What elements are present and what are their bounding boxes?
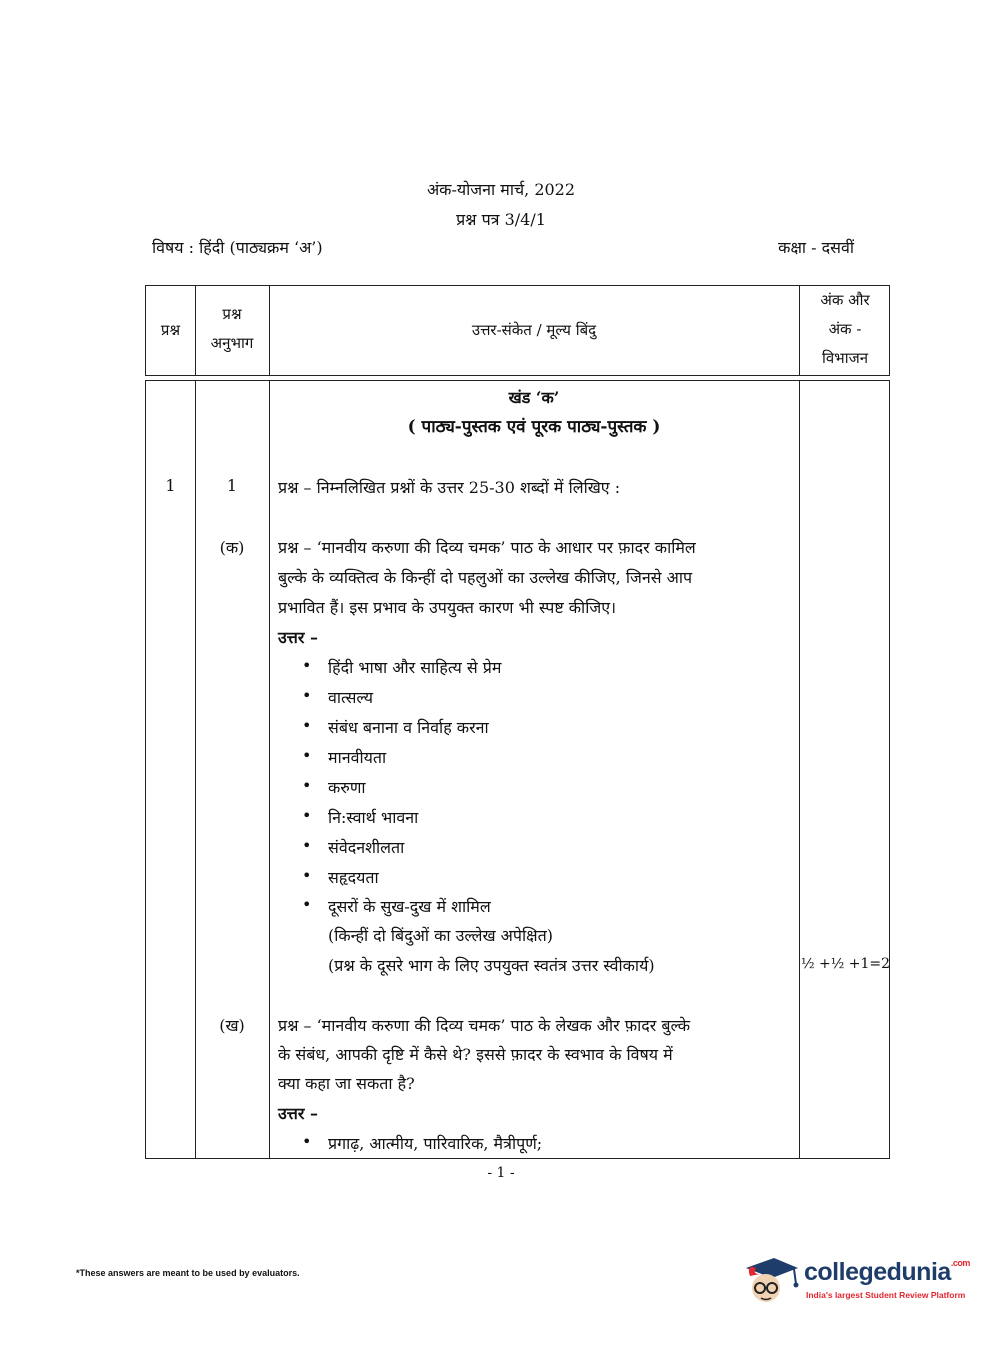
evaluation-note: (किन्हीं दो बिंदुओं का उल्लेख अपेक्षित) xyxy=(328,926,553,945)
page-number: - 1 - xyxy=(487,1165,515,1181)
student-mascot-icon xyxy=(742,1254,800,1306)
document-title: अंक-योजना मार्च, 2022 xyxy=(426,180,576,199)
list-item: • करुणा xyxy=(306,776,366,798)
marks-breakdown: ½ +½ +1=2 xyxy=(801,956,891,972)
part-kha-question-line: प्रश्न – ‘मानवीय करुणा की दिव्य चमक’ पाठ के लेखक और फ़ादर बुल्के xyxy=(278,1016,691,1035)
header-marks: अंक और अंक - विभाजन xyxy=(820,291,870,367)
paper-code: प्रश्न पत्र 3/4/1 xyxy=(456,210,546,229)
question-prompt: प्रश्न – निम्नलिखित प्रश्नों के उत्तर 25-30 शब्दों में लिखिए : xyxy=(278,478,621,497)
class-label: कक्षा - दसवीं xyxy=(778,238,854,257)
list-item: • प्रगाढ़, आत्मीय, पारिवारिक, मैत्रीपूर्ण; xyxy=(306,1132,542,1154)
list-item: • सहृदयता xyxy=(306,866,379,888)
table-body xyxy=(145,380,890,1159)
part-kha-label: (ख) xyxy=(219,1016,245,1035)
list-item: • संबंध बनाना व निर्वाह करना xyxy=(306,716,489,738)
part-kha-question-line: के संबंध, आपकी दृष्टि में कैसे थे? इससे फ़ादर के स्वभाव के विषय में xyxy=(278,1045,673,1064)
list-item: • नि:स्वार्थ भावना xyxy=(306,806,418,828)
part-ka-question-line: बुल्के के व्यक्तित्व के किन्हीं दो पहलुओं का उल्लेख कीजिए, जिनसे आप xyxy=(278,568,693,587)
subject-label: विषय : हिंदी (पाठ्यक्रम ‘अ’) xyxy=(152,238,323,257)
header-answer: उत्तर-संकेत / मूल्य बिंदु xyxy=(471,321,597,339)
list-item: • हिंदी भाषा और साहित्य से प्रेम xyxy=(306,656,501,678)
part-ka-question-line: प्रभावित हैं। इस प्रभाव के उपयुक्त कारण भी स्पष्ट कीजिए। xyxy=(278,598,617,617)
table-header xyxy=(145,285,890,376)
list-item: • वात्सल्य xyxy=(306,686,373,708)
footer-note: *These answers are meant to be used by evaluators. xyxy=(76,1268,300,1278)
part-ka-question-line: प्रश्न – ‘मानवीय करुणा की दिव्य चमक’ पाठ के आधार पर फ़ादर कामिल xyxy=(278,538,696,557)
evaluation-note: (प्रश्न के दूसरे भाग के लिए उपयुक्त स्वतंत्र उत्तर स्वीकार्य) xyxy=(328,956,655,975)
question-number: 1 xyxy=(165,476,176,495)
part-ka-label: (क) xyxy=(219,538,245,557)
part-kha-question-line: क्या कहा जा सकता है? xyxy=(278,1074,415,1093)
list-item: • संवेदनशीलता xyxy=(306,836,404,858)
answer-label: उत्तर – xyxy=(278,1104,318,1123)
brand-name: collegedunia$^{.com}$ xyxy=(804,1258,970,1286)
collegedunia-logo xyxy=(742,1250,972,1310)
section-subtitle: ( पाठ्य-पुस्तक एवं पूरक पाठ्य-पुस्तक ) xyxy=(407,417,661,437)
section-title: खंड ‘क’ xyxy=(508,388,560,407)
list-item: • दूसरों के सुख-दुख में शामिल xyxy=(306,895,491,917)
answer-label: उत्तर – xyxy=(278,628,318,647)
brand-tagline: India's largest Student Review Platform xyxy=(806,1290,966,1300)
header-part: प्रश्न अनुभाग xyxy=(210,305,254,352)
header-question: प्रश्न xyxy=(160,321,181,339)
question-part-number: 1 xyxy=(226,476,238,495)
list-item: • मानवीयता xyxy=(306,746,386,768)
